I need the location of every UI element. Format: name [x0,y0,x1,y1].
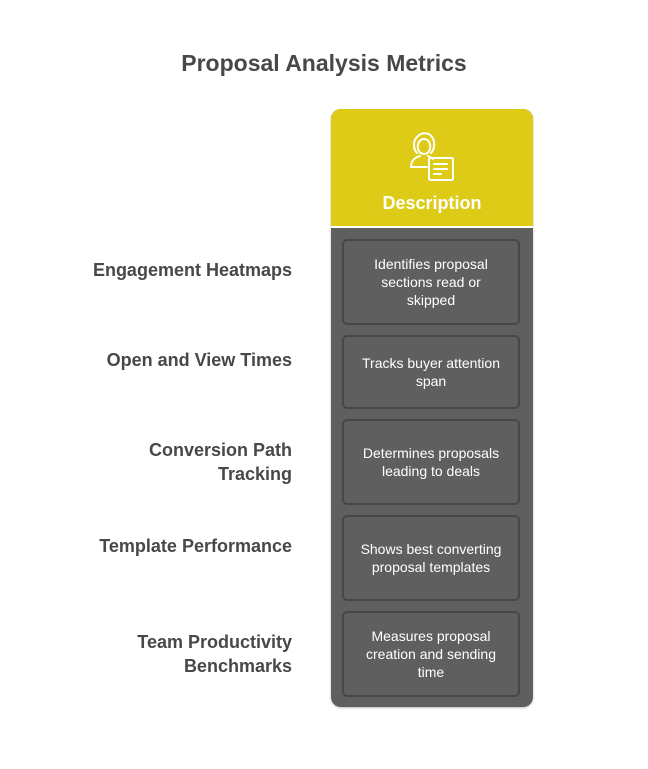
row-label: Template Performance [99,536,292,556]
description-cell: Measures proposal creation and sending time [342,611,520,697]
page-title: Proposal Analysis Metrics [181,50,467,76]
row-label: Conversion Path Tracking [148,440,292,484]
row-label: Engagement Heatmaps [92,260,292,280]
row-label: Open and View Times [106,350,292,370]
description-column [331,109,533,707]
description-cell: Determines proposals leading to deals [342,419,520,505]
description-cell: Tracks buyer attention span [342,335,520,409]
header-divider [331,226,533,228]
description-cell: Shows best converting proposal templates [342,515,520,601]
row-label: Team Productivity Benchmarks [137,632,292,676]
person-document-icon [407,129,459,181]
column-header-label: Description [382,193,482,213]
description-cell: Identifies proposal sections read or skipped [342,239,520,325]
column-header [331,109,533,226]
